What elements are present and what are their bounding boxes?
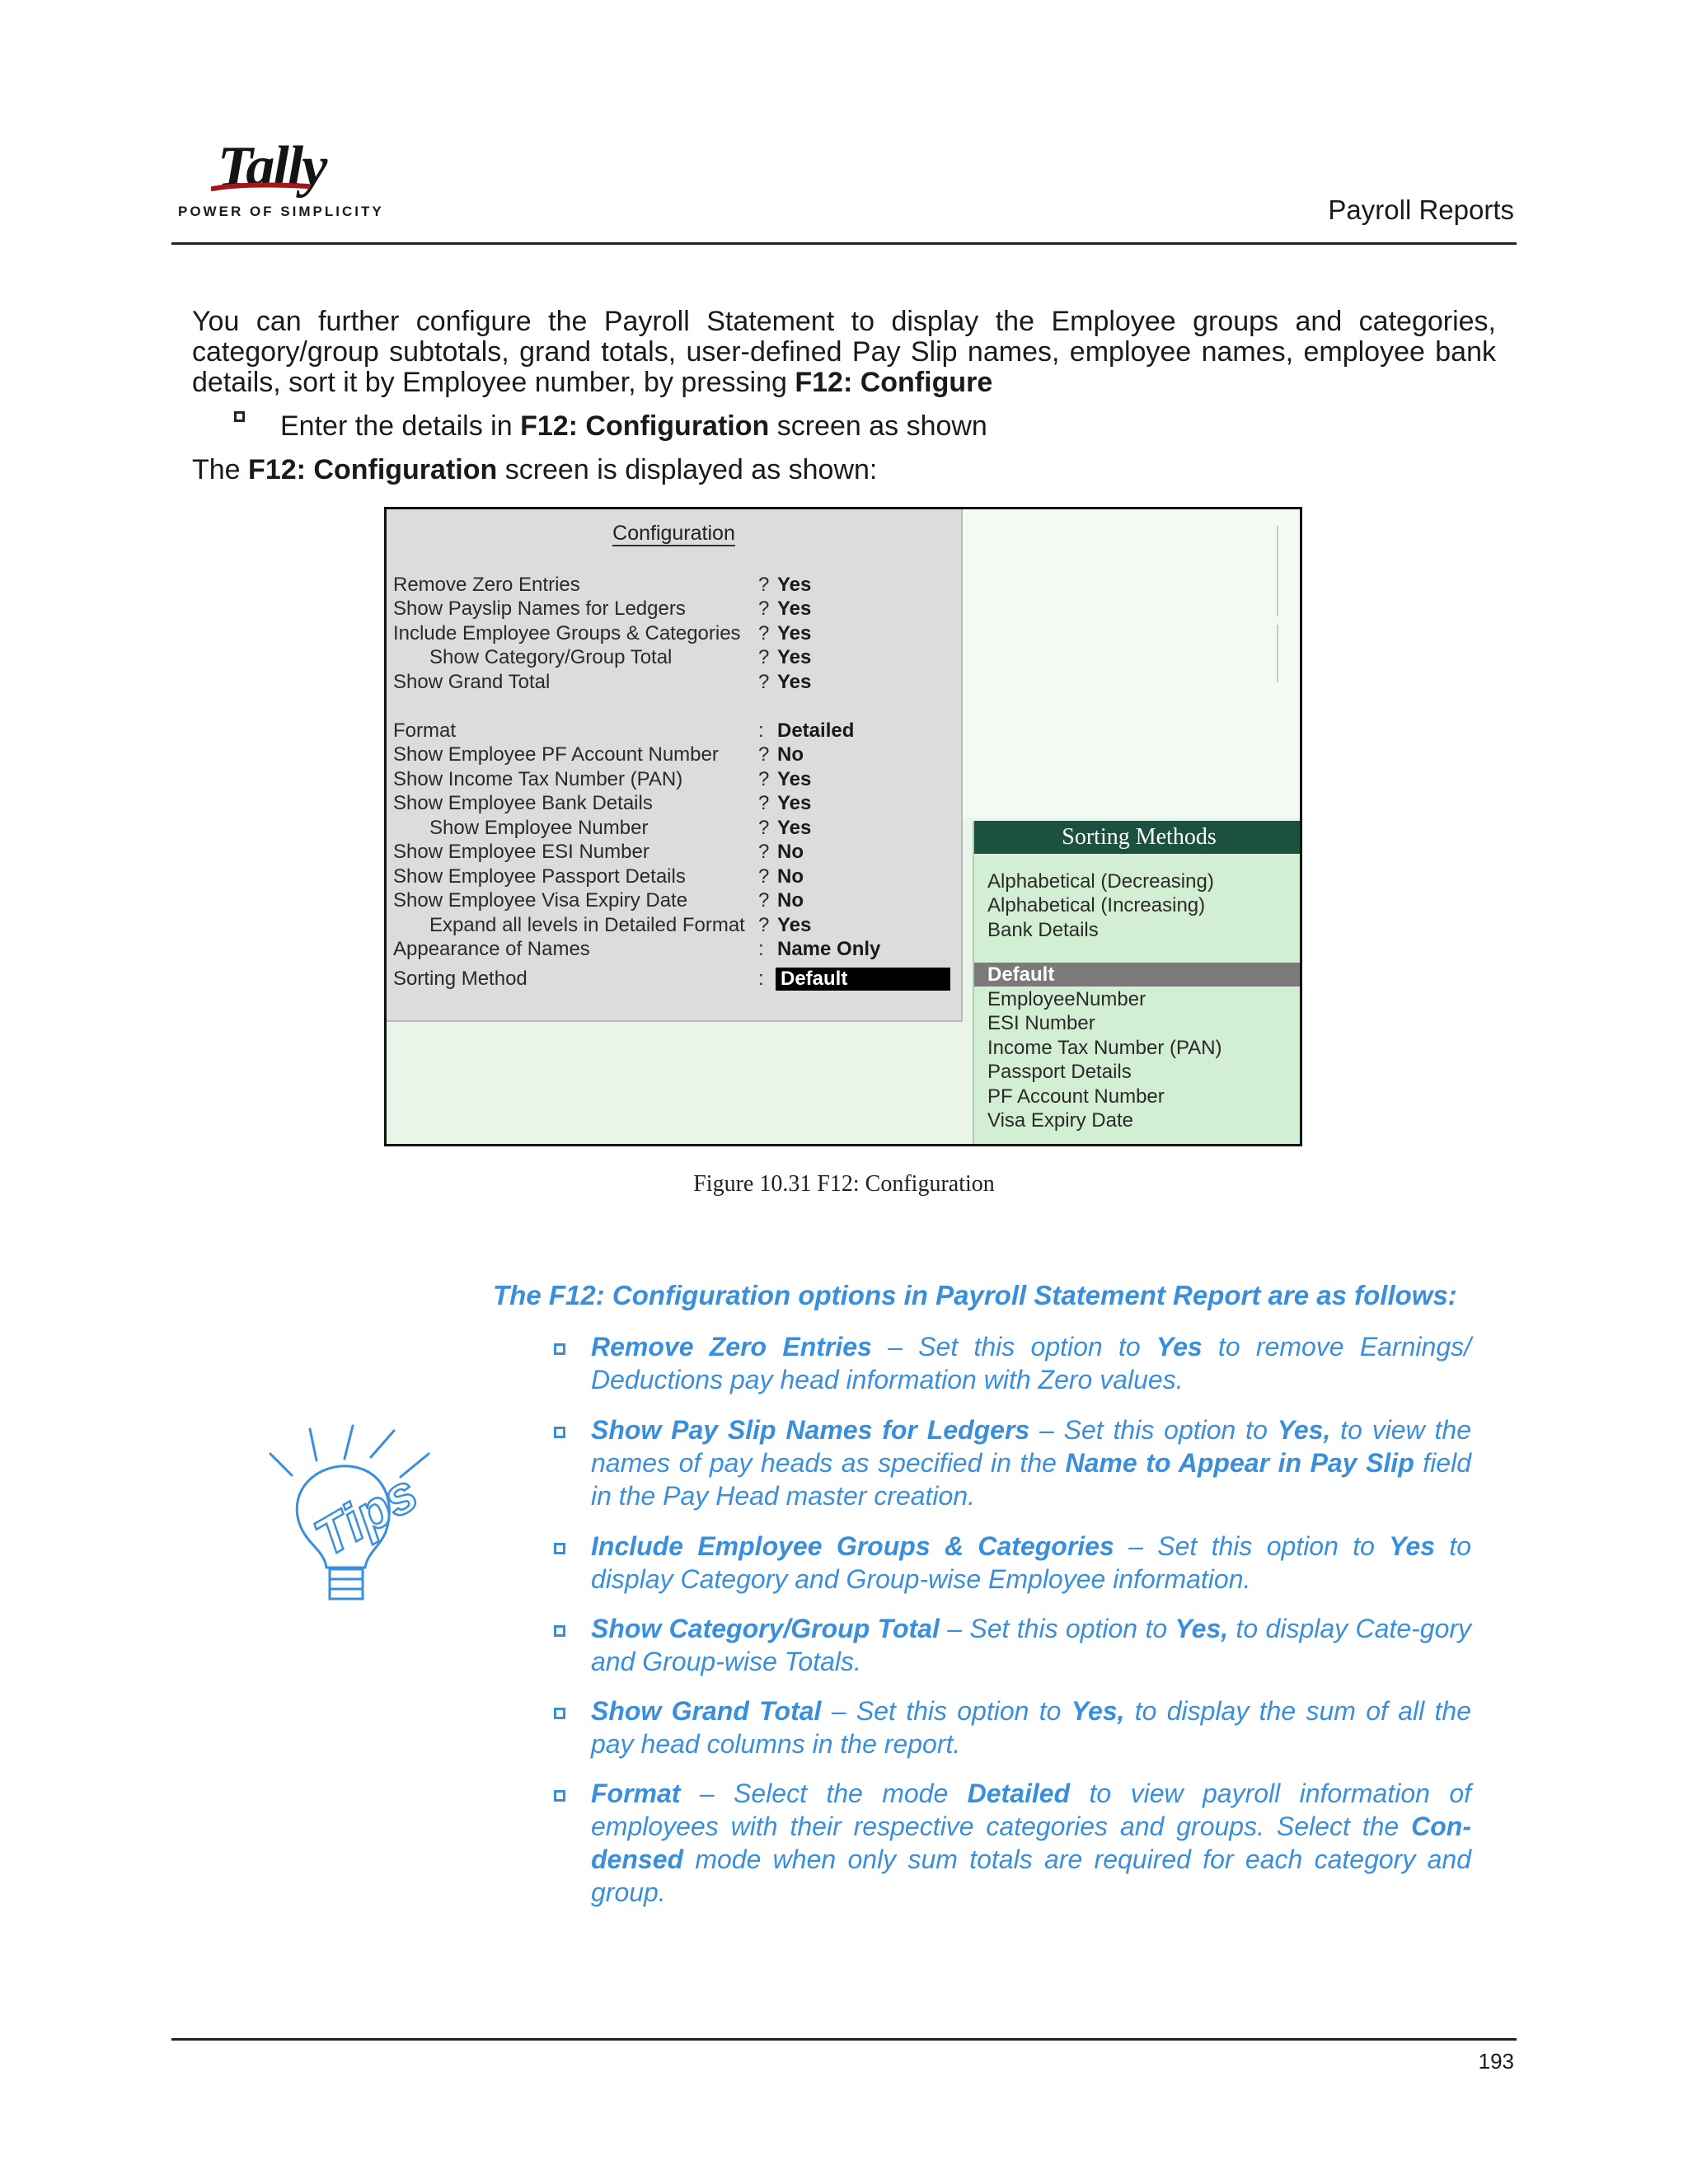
sort-option[interactable]: PF Account Number (987, 1085, 1165, 1108)
intro-paragraph: You can further configure the Payroll Statement to display the Employee groups and categories, category/group subtotals, grand totals, user-defined Pay Slip names, employee names, employee bank details, sort it by Employee number, by pressing F12: Configure (192, 306, 1496, 398)
tip-include-employee-groups: Include Employee Groups & Categories – Set this option to Yes to display Category and Group-wise Employee information. (591, 1531, 1472, 1594)
divider (1277, 625, 1278, 682)
config-row-employee-number[interactable]: Show Employee Number ? Yes (429, 817, 812, 839)
config-row-show-category-group-total[interactable]: Show Category/Group Total ? Yes (429, 646, 812, 668)
tip-show-grand-total: Show Grand Total – Set this option to Yes, to display the sum of all the pay head columns in the report. (591, 1696, 1472, 1759)
config-row-include-groups-categories[interactable]: Include Employee Groups & Categories ? Yes (393, 622, 812, 644)
config-row-bank-details[interactable]: Show Employee Bank Details ? Yes (393, 792, 812, 814)
sort-option[interactable]: Bank Details (987, 919, 1099, 941)
config-row-format[interactable]: Format : Detailed (393, 719, 855, 742)
sort-option[interactable]: Alphabetical (Decreasing) (987, 870, 1214, 893)
sorting-methods-list (973, 821, 1302, 1146)
tip-remove-zero-entries: Remove Zero Entries – Set this option to Yes to remove Earnings/ Deductions pay head information with Zero values. (591, 1332, 1472, 1394)
screen-intro-line: The F12: Configuration screen is displayed as shown: (192, 454, 878, 485)
sorting-method-field[interactable]: Default (776, 968, 950, 991)
logo-tagline: POWER OF SIMPLICITY (178, 204, 384, 219)
configuration-title: Configuration (612, 522, 735, 545)
config-row-show-grand-total[interactable]: Show Grand Total ? Yes (393, 671, 812, 693)
tip-format: Format – Select the mode Detailed to view payroll information of employees with their respective categories and groups. Select the Con-densed mode when only sum totals are required for each category and group. (591, 1779, 1472, 1907)
tally-logo (175, 135, 384, 221)
config-row-expand-all-levels[interactable]: Expand all levels in Detailed Format ? Yes (429, 914, 812, 936)
sort-option[interactable]: Income Tax Number (PAN) (987, 1037, 1222, 1059)
tips-heading: The F12: Configuration options in Payroll Statement Report are as follows: (493, 1280, 1457, 1310)
sort-option[interactable]: Alphabetical (Increasing) (987, 894, 1206, 916)
bullet-marker (234, 411, 245, 426)
config-row-show-payslip-names[interactable]: Show Payslip Names for Ledgers ? Yes (393, 598, 812, 620)
tips-lightbulb-icon (262, 1421, 435, 1606)
tip-bullet (554, 1790, 565, 1802)
configuration-panel (387, 509, 963, 1022)
sorting-methods-title: Sorting Methods (974, 821, 1302, 854)
configuration-screenshot (384, 507, 1302, 1146)
tip-bullet (554, 1708, 565, 1719)
logo-swoosh (211, 181, 310, 193)
sort-option-selected[interactable]: Default (987, 963, 1055, 986)
header-rule (171, 242, 1517, 245)
tip-bullet (554, 1427, 565, 1438)
bullet-item: Enter the details in F12: Configuration screen as shown (280, 410, 987, 442)
sort-option[interactable]: Visa Expiry Date (987, 1109, 1133, 1132)
config-row-income-tax-number[interactable]: Show Income Tax Number (PAN) ? Yes (393, 768, 812, 790)
logo-wordmark: Tally (218, 135, 326, 199)
config-row-sorting-method[interactable]: Sorting Method : Default (393, 968, 962, 991)
tip-bullet (554, 1343, 565, 1355)
config-row-remove-zero-entries[interactable]: Remove Zero Entries ? Yes (393, 574, 812, 596)
config-row-esi-number[interactable]: Show Employee ESI Number ? No (393, 841, 804, 863)
section-title: Payroll Reports (1328, 194, 1514, 225)
config-row-passport-details[interactable]: Show Employee Passport Details ? No (393, 865, 804, 888)
config-row-visa-expiry-date[interactable]: Show Employee Visa Expiry Date ? No (393, 889, 804, 912)
tip-show-pay-slip-names: Show Pay Slip Names for Ledgers – Set this option to Yes, to view the names of pay heads as specified in the Name to Appear in Pay Slip field in the Pay Head master creation. (591, 1415, 1472, 1511)
background-report-area (963, 509, 1302, 818)
sort-option[interactable]: ESI Number (987, 1012, 1095, 1034)
sort-option[interactable]: EmployeeNumber (987, 988, 1146, 1010)
tip-show-category-group-total: Show Category/Group Total – Set this option to Yes, to display Cate-gory and Group-wise Totals. (591, 1614, 1472, 1676)
tip-bullet (554, 1625, 565, 1637)
page-number: 193 (1478, 2049, 1514, 2074)
config-row-appearance-of-names[interactable]: Appearance of Names : Name Only (393, 938, 881, 960)
sort-option[interactable]: Passport Details (987, 1061, 1132, 1083)
svg-text:Tips: Tips (304, 1462, 428, 1568)
tip-bullet (554, 1543, 565, 1554)
divider (1277, 526, 1278, 616)
footer-rule (171, 2038, 1517, 2041)
config-row-pf-account-number[interactable]: Show Employee PF Account Number ? No (393, 743, 804, 766)
figure-caption: Figure 10.31 F12: Configuration (693, 1171, 995, 1197)
